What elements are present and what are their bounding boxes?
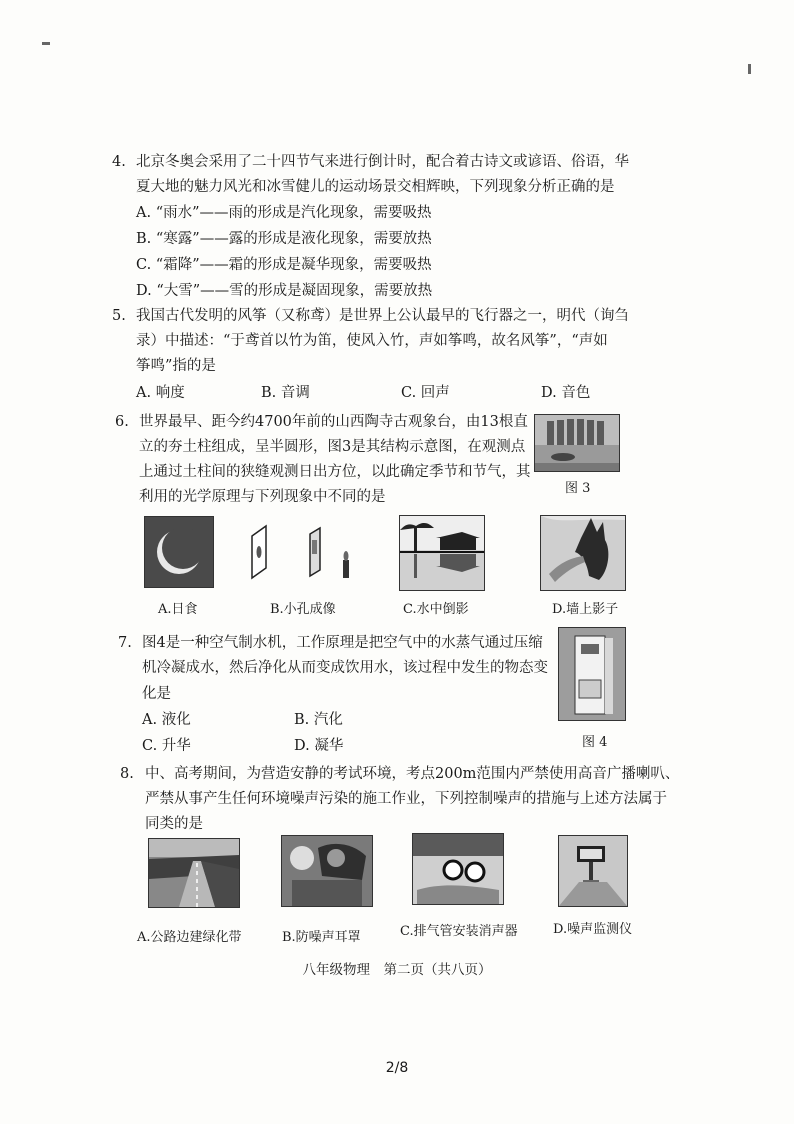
option-c-caption: C.排气管安装消声器 xyxy=(400,924,518,939)
water-reflection-image xyxy=(399,515,485,591)
page-footer: 八年级物理 第二页（共八页） xyxy=(302,962,492,978)
option-a-caption: A.公路边建绿化带 xyxy=(137,930,242,945)
question-text-line: 录）中描述：“于鸢首以竹为笛，使风入竹，声如筝鸣，故名风筝”，“声如 xyxy=(136,333,608,349)
question-text-line: 立的夯土柱组成，呈半圆形，图3是其结构示意图，在观测点 xyxy=(139,439,526,455)
question-text-line: 严禁从事产生任何环境噪声污染的施工作业，下列控制噪声的措施与上述方法属于 xyxy=(145,791,667,807)
question-number: 6. xyxy=(115,414,129,430)
option-d: D. 凝华 xyxy=(294,738,344,754)
figure-4-water-machine-image xyxy=(558,627,626,721)
question-text-line: 同类的是 xyxy=(145,816,203,832)
option-d: D. “大雪”——雪的形成是凝固现象，需要放热 xyxy=(136,283,433,299)
question-text-line: 我国古代发明的风筝（又称鸢）是世界上公认最早的飞行器之一，明代（询刍 xyxy=(136,308,629,324)
roadside-greenbelt-image xyxy=(148,838,240,908)
option-c-caption: C.水中倒影 xyxy=(403,602,469,617)
exhaust-muffler-image xyxy=(412,833,504,905)
option-b: B. 音调 xyxy=(261,385,310,401)
option-d: D. 音色 xyxy=(541,385,591,401)
wall-shadow-image xyxy=(540,515,626,591)
option-c: C. 回声 xyxy=(401,385,450,401)
figure-3-observatory-image xyxy=(534,414,620,472)
option-b-caption: B.小孔成像 xyxy=(270,602,336,617)
option-d-caption: D.墙上影子 xyxy=(552,602,619,617)
figure-3-label: 图 3 xyxy=(565,481,591,496)
page-indicator: 2/8 xyxy=(385,1060,409,1076)
pinhole-imaging-image xyxy=(244,520,364,584)
question-number: 8. xyxy=(120,766,134,782)
option-a: A. 液化 xyxy=(142,712,191,728)
solar-eclipse-image xyxy=(144,516,214,588)
question-text-line: 利用的光学原理与下列现象中不同的是 xyxy=(139,489,386,505)
question-text-line: 世界最早、距今约4700年前的山西陶寺古观象台，由13根直 xyxy=(139,414,528,430)
option-b-caption: B.防噪声耳罩 xyxy=(282,930,361,945)
question-number: 4. xyxy=(112,154,126,170)
scan-speck xyxy=(42,42,50,45)
option-a: A. “雨水”——雨的形成是汽化现象，需要吸热 xyxy=(136,205,432,221)
option-d-caption: D.噪声监测仪 xyxy=(553,922,633,937)
option-a: A. 响度 xyxy=(136,385,185,401)
question-text-line: 筝鸣”指的是 xyxy=(136,358,216,374)
question-text-line: 图4是一种空气制水机，工作原理是把空气中的水蒸气通过压缩 xyxy=(142,635,543,651)
question-text-line: 化是 xyxy=(142,686,171,702)
question-text-line: 夏大地的魅力风光和冰雪健儿的运动场景交相辉映，下列现象分析正确的是 xyxy=(136,179,615,195)
option-b: B. 汽化 xyxy=(294,712,343,728)
question-text-line: 上通过土柱间的狭缝观测日出方位，以此确定季节和节气，其 xyxy=(139,464,531,480)
option-c: C. “霜降”——霜的形成是凝华现象，需要吸热 xyxy=(136,257,432,273)
noise-monitor-image xyxy=(558,835,628,907)
question-text-line: 中、高考期间，为营造安静的考试环境，考点200m范围内严禁使用高音广播喇叭、 xyxy=(145,766,680,782)
option-c: C. 升华 xyxy=(142,738,191,754)
question-text-line: 北京冬奥会采用了二十四节气来进行倒计时，配合着古诗文或谚语、俗语，华 xyxy=(136,154,629,170)
question-text-line: 机冷凝成水，然后净化从而变成饮用水，该过程中发生的物态变 xyxy=(142,660,548,676)
question-number: 5. xyxy=(112,308,126,324)
option-a-caption: A.日食 xyxy=(158,602,198,617)
scan-speck xyxy=(748,64,751,74)
option-b: B. “寒露”——露的形成是液化现象，需要放热 xyxy=(136,231,432,247)
question-number: 7. xyxy=(118,635,132,651)
figure-4-label: 图 4 xyxy=(582,735,608,750)
noise-earmuffs-image xyxy=(281,835,373,907)
